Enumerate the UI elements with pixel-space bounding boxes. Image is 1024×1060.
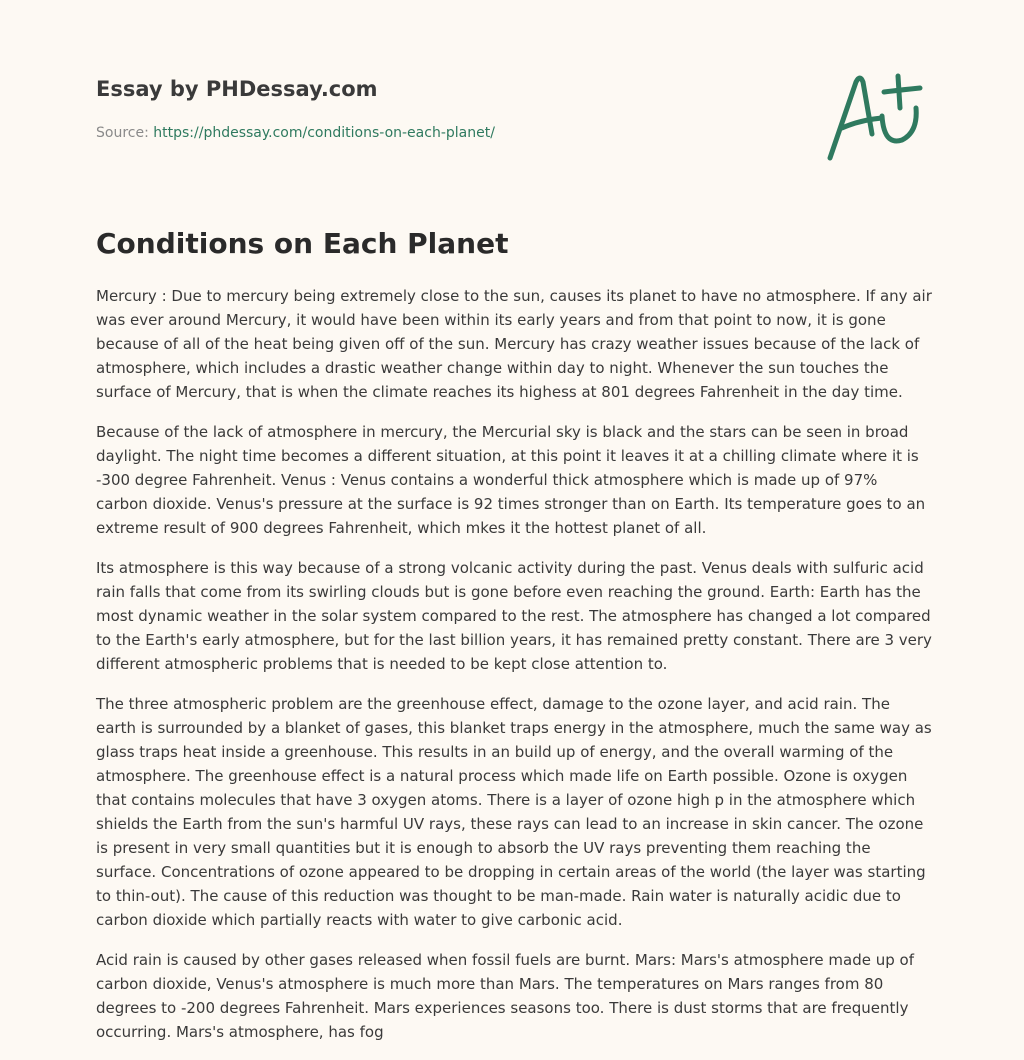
site-brand: Essay by PHDessay.com: [96, 77, 378, 101]
source-link[interactable]: https://phdessay.com/conditions-on-each-planet/: [153, 125, 495, 141]
paragraph: Because of the lack of atmosphere in mercury, the Mercurial sky is black and the stars can be seen in broad daylight. The night time becomes a different situation, at this point it leaves it at a chilling climate where it is -300 degree Fahrenheit. Venus : Venus contains a wonderful thick atmosphere which is made up of 97% carbon dioxide. Venus's pressure at the surface is 92 times stronger than on Earth. Its temperature goes to an extreme result of 900 degrees Fahrenheit, which mkes it the hottest planet of all.: [96, 423, 926, 537]
source-line: [96, 123, 796, 143]
paragraph: The three atmospheric problem are the greenhouse effect, damage to the ozone layer, and acid rain. The earth is surrounded by a blanket of gases, this blanket traps energy in the atmosphere, much the same way as glass traps heat inside a greenhouse. This results in an build up of energy, and the overall warming of the atmosphere. The greenhouse effect is a natural process which made life on Earth possible. Ozone is oxygen that contains molecules that have 3 oxygen atoms. There is a layer of ozone high p in the atmosphere which shields the Earth from the sun's harmful UV rays, these rays can lead to an increase in skin cancer. The ozone is present in very small quantities but it is enough to absorb the UV rays preventing them reaching the surface. Concentrations of ozone appeared to be dropping in certain areas of the world (the layer was starting to thin-out). The cause of this reduction was thought to be man-made. Rain water is naturally acidic due to carbon dioxide which partially reacts with water to give carbonic acid.: [96, 695, 932, 929]
article-body: [96, 284, 932, 1060]
paragraph: Its atmosphere is this way because of a strong volcanic activity during the past. Venus deals with sulfuric acid rain falls that come from its swirling clouds but is gone before even reaching the ground. Earth: Earth has the most dynamic weather in the solar system compared to the rest. The atmosphere has changed a lot compared to the Earth's early atmosphere, but for the last billion years, it has remained pretty constant. There are 3 very different atmospheric problems that is needed to be kept close attention to.: [96, 559, 932, 673]
source-label: Source:: [96, 125, 149, 141]
page-header: [96, 74, 796, 143]
a-plus-grade-icon: [820, 68, 930, 164]
paragraph: Acid rain is caused by other gases released when fossil fuels are burnt. Mars: Mars's atmosphere made up of carbon dioxide, Venus's atmosphere is much more than Mars. The temperatures on Mars ranges from 80 degrees to -200 degrees Fahrenheit. Mars experiences seasons too. There is dust storms that are frequently occurring. Mars's atmosphere, has fog: [96, 951, 914, 1041]
paragraph: Mercury : Due to mercury being extremely close to the sun, causes its planet to have no atmosphere. If any air was ever around Mercury, it would have been within its early years and from that point to now, it is gone because of all of the heat being given off of the sun. Mercury has crazy weather issues because of the lack of atmosphere, which includes a drastic weather change within day to night. Whenever the sun touches the surface of Mercury, that is when the climate reaches its highess at 801 degrees Fahrenheit in the day time.: [96, 287, 932, 401]
article-title: Conditions on Each Planet: [96, 227, 509, 260]
